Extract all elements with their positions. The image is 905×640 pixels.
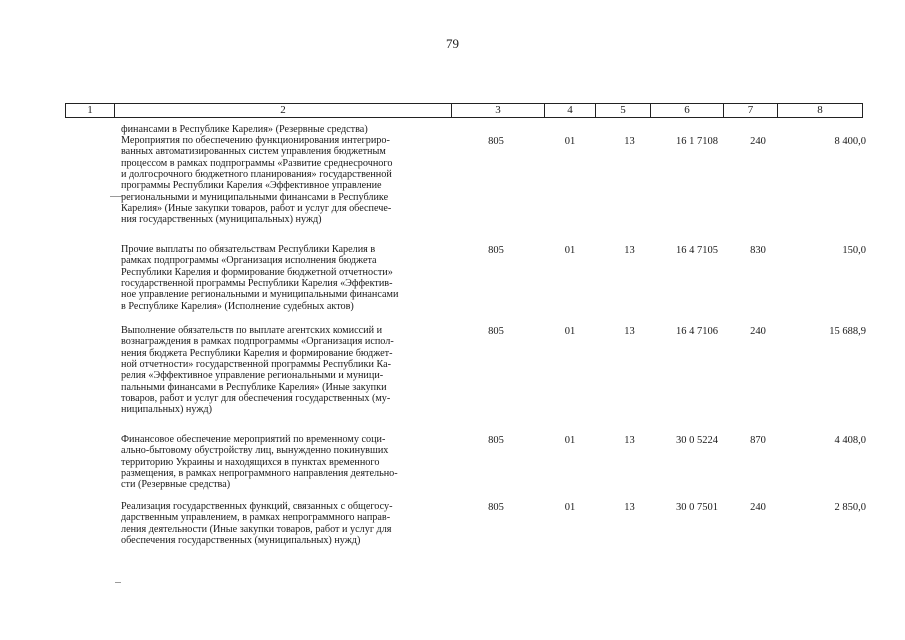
description-line: и долгосрочного бюджетного планирования» государственной xyxy=(121,169,392,181)
description-line: региональными и муниципальными финансами в Республике xyxy=(121,191,389,203)
description-line: процессом в рамках подпрограммы «Развитие среднесрочного xyxy=(121,157,393,169)
column-header-2: 2 xyxy=(115,104,452,118)
column-header-8: 8 xyxy=(778,104,863,118)
description-line: Карелия» (Иные закупки товаров, работ и услуг для обеспече- xyxy=(121,203,392,215)
description-line: ально-бытовому обустройству лиц, вынужденно покинувших xyxy=(121,445,389,457)
expense-type-cell: 870 xyxy=(750,435,766,446)
description-line: ления деятельности (Иные закупки товаров, работ и услуг для xyxy=(121,523,392,535)
column-header-4: 4 xyxy=(545,104,596,118)
target-item-cell: 16 1 7108 xyxy=(676,136,718,147)
description-line: обеспечения государственных (муниципальных) нужд) xyxy=(121,535,361,547)
ministry-code-cell: 805 xyxy=(488,136,504,147)
description-line: Реализация государственных функций, связанных с общегосу- xyxy=(121,501,393,512)
description-line: ния государственных (муниципальных) нужд) xyxy=(121,214,322,226)
row-description xyxy=(121,124,451,135)
row-description xyxy=(121,135,451,226)
description-line: вознаграждения в рамках подпрограммы «Организация испол- xyxy=(121,336,394,348)
description-line: программы Республики Карелия «Эффективное управление xyxy=(121,180,382,192)
row-description xyxy=(121,434,451,491)
description-line: сти (Резервные средства) xyxy=(121,479,231,491)
section-cell: 01 xyxy=(564,245,576,256)
column-header-1: 1 xyxy=(66,104,115,118)
expense-type-cell: 240 xyxy=(750,502,766,513)
description-line: ниципальных) нужд) xyxy=(121,404,212,416)
amount-cell: 15 688,9 xyxy=(829,326,866,337)
description-line: Мероприятия по обеспечению функционирования интегриро- xyxy=(121,135,390,146)
section-cell: 01 xyxy=(564,435,576,446)
description-line: государственной программы Республики Карелия «Эффектив- xyxy=(121,278,393,290)
description-line: Выполнение обязательств по выплате агентских комиссий и xyxy=(121,325,383,336)
expense-type-cell: 240 xyxy=(750,136,766,147)
description-line: Прочие выплаты по обязательствам Республики Карелия в xyxy=(121,244,376,255)
description-line: ной отчетности» государственной программы Республики Ка- xyxy=(121,359,392,371)
ministry-code-cell: 805 xyxy=(488,245,504,256)
subsection-cell: 13 xyxy=(624,245,635,256)
column-header-6: 6 xyxy=(651,104,724,118)
row-description xyxy=(121,244,451,312)
subsection-cell: 13 xyxy=(624,136,635,147)
description-line: Финансовое обеспечение мероприятий по временному соци- xyxy=(121,434,386,445)
row-description xyxy=(121,325,451,416)
description-line: пальными финансами в Республике Карелия» (Иные закупки xyxy=(121,381,387,393)
description-line: в Республике Карелия» (Исполнение судебных актов) xyxy=(121,300,354,312)
page-number: 79 xyxy=(446,36,459,51)
subsection-cell: 13 xyxy=(624,502,635,513)
ministry-code-cell: 805 xyxy=(488,326,504,337)
amount-cell: 150,0 xyxy=(842,245,866,256)
description-line: ванных автоматизированных систем управления бюджетным xyxy=(121,146,386,158)
description-line: Республики Карелия и формирование бюджетной отчетности» xyxy=(121,266,393,278)
description-line: территорию Украины и находящихся в пунктах временного xyxy=(121,456,380,468)
description-line: ное управление региональными и муниципальными финансами xyxy=(121,289,399,301)
description-line: рамках подпрограммы «Организация исполнения бюджета xyxy=(121,255,377,267)
column-header-3: 3 xyxy=(452,104,545,118)
subsection-cell: 13 xyxy=(624,435,635,446)
description-line: нения бюджета Республики Карелия и формирование бюджет- xyxy=(121,347,393,359)
row-description xyxy=(121,501,451,546)
target-item-cell: 30 0 7501 xyxy=(676,502,718,513)
section-cell: 01 xyxy=(564,502,576,513)
section-cell: 01 xyxy=(564,326,576,337)
ministry-code-cell: 805 xyxy=(488,502,504,513)
amount-cell: 8 400,0 xyxy=(834,136,866,147)
description-line: товаров, работ и услуг для обеспечения государственных (му- xyxy=(121,393,391,405)
target-item-cell: 16 4 7105 xyxy=(676,245,718,256)
expense-type-cell: 240 xyxy=(750,326,766,337)
description-line: релия «Эффективное управление региональными и муници- xyxy=(121,370,384,382)
amount-cell: 4 408,0 xyxy=(834,435,866,446)
column-header-5: 5 xyxy=(596,104,651,118)
target-item-cell: 16 4 7106 xyxy=(676,326,718,337)
subsection-cell: 13 xyxy=(624,326,635,337)
section-cell: 01 xyxy=(564,136,576,147)
description-line: размещения, в рамках непрограммного направления деятельно- xyxy=(121,468,398,480)
expense-type-cell: 830 xyxy=(750,245,766,256)
target-item-cell: 30 0 5224 xyxy=(676,435,718,446)
amount-cell: 2 850,0 xyxy=(834,502,866,513)
column-header-7: 7 xyxy=(724,104,778,118)
description-line: дарственным управлением, в рамках непрограммного направ- xyxy=(121,512,391,524)
ministry-code-cell: 805 xyxy=(488,435,504,446)
description-line: финансами в Республике Карелия» (Резервные средства) xyxy=(121,124,368,135)
